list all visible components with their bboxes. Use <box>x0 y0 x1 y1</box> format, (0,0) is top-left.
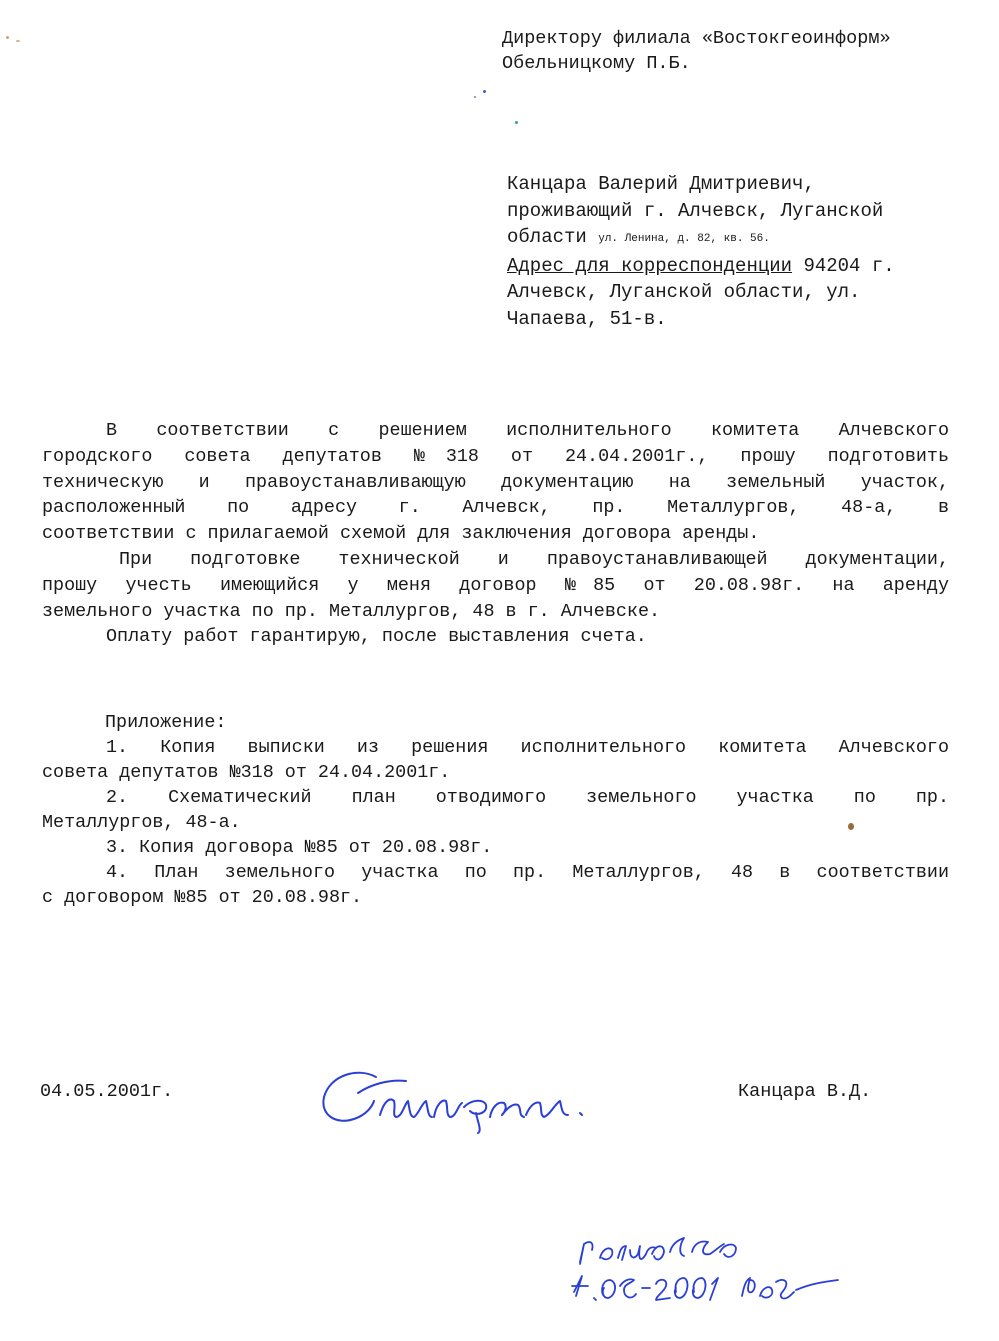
correspondence-zip: 94204 г. <box>792 254 895 277</box>
correspondence-label: Адрес для корреспонденции <box>507 254 793 277</box>
attachment-item-cont: Металлургов, 48-а. <box>42 812 241 833</box>
addressee-line: Обельницкому П.Б. <box>502 53 691 74</box>
body-line: расположенный по адресу г. Алчевск, пр. Металлургов, 48-а, в <box>42 497 949 519</box>
attachments-title: Приложение: <box>105 712 227 733</box>
attachment-item: 4. План земельного участка по пр. Металлургов, 48 в соответствии <box>106 862 949 883</box>
body-line: соответствии с прилагаемой схемой для заключения договора аренды. <box>42 523 760 545</box>
body-line: прошу учесть имеющийся у меня договор №85 от 20.08.98г. на аренду <box>42 574 949 596</box>
signer-name: Канцара В.Д. <box>738 1081 872 1102</box>
scan-speck <box>6 36 9 39</box>
handwritten-receipt-note <box>560 1200 880 1310</box>
correspondence-line: Чапаева, 51-в. <box>507 307 667 330</box>
body-line: земельного участка по пр. Металлургов, 48 в г. Алчевске. <box>42 600 661 622</box>
sender-street-address: ул. Ленина, д. 82, кв. 56. <box>598 233 770 245</box>
handwritten-signature <box>318 1045 598 1135</box>
attachment-item-cont: с договором №85 от 20.08.98г. <box>42 887 363 908</box>
scan-speck <box>483 90 486 93</box>
attachment-item: 1. Копия выписки из решения исполнительного комитета Алчевского <box>106 737 949 758</box>
letter-date: 04.05.2001г. <box>40 1081 174 1102</box>
sender-region: области <box>507 226 587 248</box>
attachment-item: 3. Копия договора №85 от 20.08.98г. <box>106 837 493 858</box>
correspondence-line: Алчевск, Луганской области, ул. <box>507 281 861 303</box>
sender-residence: проживающий г. Алчевск, Луганской <box>507 199 884 222</box>
addressee-line: Директору филиала «Востокгеоинформ» <box>502 28 891 49</box>
scan-speck <box>474 96 476 98</box>
body-line: В соответствии с решением исполнительного комитета Алчевского <box>106 420 949 441</box>
body-line: При подготовке технической и правоустанавливающей документации, <box>119 548 949 570</box>
sender-residence-cont <box>507 224 947 253</box>
addressee-block <box>502 26 891 76</box>
body-line: техническую и правоустанавливающую документацию на земельный участок, <box>42 471 949 493</box>
attachment-item-cont: совета депутатов №318 от 24.04.2001г. <box>42 762 451 783</box>
attachments-block <box>42 710 949 910</box>
scan-speck <box>515 121 518 124</box>
body-line: Оплату работ гарантирую, после выставления счета. <box>106 626 647 648</box>
attachment-item: 2. Схематический план отводимого земельного участка по пр. <box>106 787 949 808</box>
scan-speck <box>848 823 854 830</box>
scan-speck <box>16 40 20 42</box>
body-line: городского совета депутатов №318 от 24.04.2001г., прошу подготовить <box>42 445 949 467</box>
sender-name: Канцара Валерий Дмитриевич, <box>507 173 815 195</box>
sender-correspondence <box>507 253 947 280</box>
letter-body <box>42 418 949 650</box>
sender-block <box>507 171 947 332</box>
